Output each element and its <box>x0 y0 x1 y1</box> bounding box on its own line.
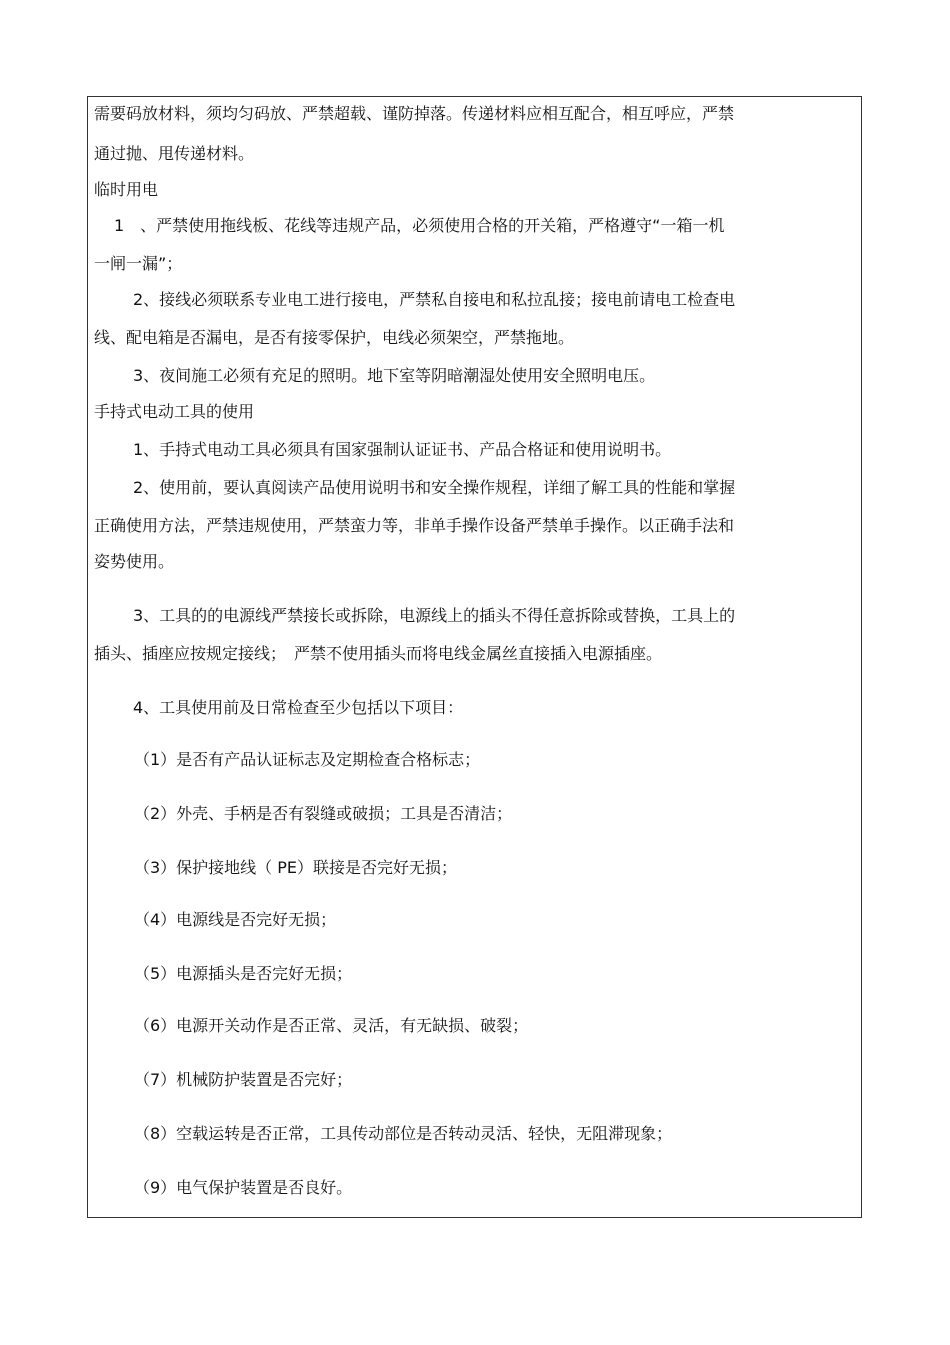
text-line: 正确使用方法，严禁违规使用，严禁蛮力等，非单手操作设备严禁单手操作。以正确手法和 <box>94 516 735 535</box>
text-line: 线、配电箱是否漏电，是否有接零保护，电线必须架空，严禁拖地。 <box>94 328 575 347</box>
text-line: 2、使用前，要认真阅读产品使用说明书和安全操作规程，详细了解工具的性能和掌握 <box>133 478 736 497</box>
list-item: （1）是否有产品认证标志及定期检查合格标志； <box>134 750 481 769</box>
text-line: 4、工具使用前及日常检查至少包括以下项目： <box>133 698 464 717</box>
list-item: （3）保护接地线（ PE）联接是否完好无损； <box>134 858 458 877</box>
section-heading: 手持式电动工具的使用 <box>94 402 255 421</box>
text-line: 3、工具的的电源线严禁接长或拆除，电源线上的插头不得任意拆除或替换，工具上的 <box>133 606 736 625</box>
text-line: 姿势使用。 <box>94 552 175 571</box>
text-line: 插头、插座应按规定接线； 严禁不使用插头而将电线金属丝直接插入电源插座。 <box>94 644 663 663</box>
list-item: （2）外壳、手柄是否有裂缝或破损；工具是否清洁； <box>134 804 513 823</box>
list-item: （9）电气保护装置是否良好。 <box>134 1178 353 1197</box>
list-item: （4）电源线是否完好无损； <box>134 910 337 929</box>
list-item: （5）电源插头是否完好无损； <box>134 964 353 983</box>
text-line: 需要码放材料，须均匀码放、严禁超载、谨防掉落。传递材料应相互配合，相互呼应，严禁 <box>94 104 735 123</box>
list-item: （7）机械防护装置是否完好； <box>134 1070 353 1089</box>
text-line: 1、手持式电动工具必须具有国家强制认证证书、产品合格证和使用说明书。 <box>133 440 672 459</box>
section-heading: 临时用电 <box>94 180 159 199</box>
text-line: 一闸一漏”； <box>94 254 183 273</box>
text-line: 2、接线必须联系专业电工进行接电，严禁私自接电和私拉乱接；接电前请电工检查电 <box>133 290 736 309</box>
list-item: （6）电源开关动作是否正常、灵活，有无缺损、破裂； <box>134 1016 529 1035</box>
text-line: 通过抛、甩传递材料。 <box>94 144 255 163</box>
list-item: （8）空载运转是否正常，工具传动部位是否转动灵活、轻快，无阻滞现象； <box>134 1124 673 1143</box>
text-line: 1 、严禁使用拖线板、花线等违规产品，必须使用合格的开关箱，严格遵守“一箱一机 <box>114 216 725 235</box>
text-line: 3、夜间施工必须有充足的照明。地下室等阴暗潮湿处使用安全照明电压。 <box>133 366 656 385</box>
